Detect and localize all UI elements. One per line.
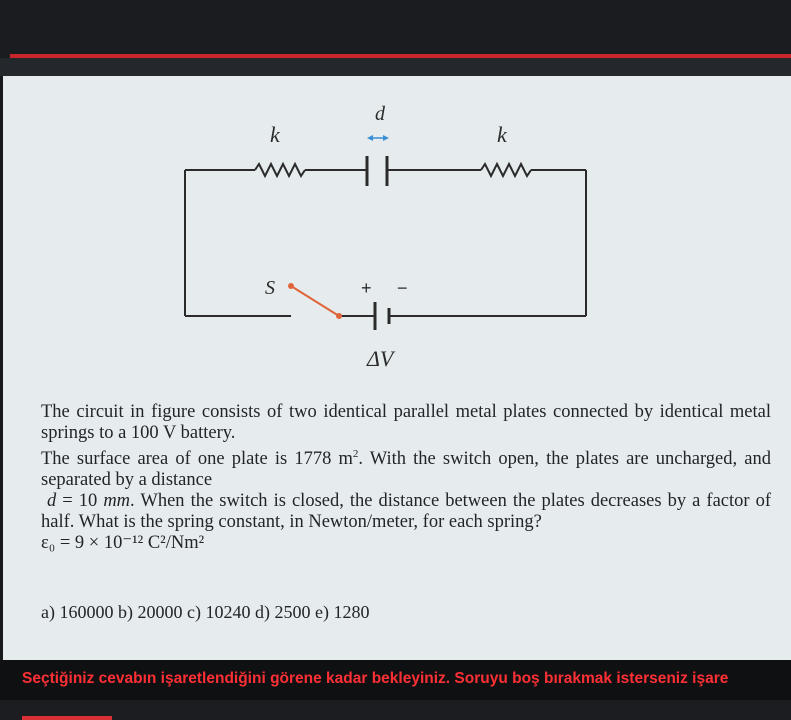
top-bar [0,0,791,58]
question-body: . When the switch is closed, the distance between the plates decreases by a factor of half. What is the spring constant, in Newton/meter, for each spring? [41,491,771,533]
question-card [3,76,791,660]
distance-variable: d [47,491,57,512]
battery-plus-sign: + [361,278,372,298]
bottom-strip [0,700,791,720]
area-text-continued: . With the switch open, the plates are uncharged, and separated by a distance [41,449,771,491]
question-line-1: The circuit in figure consists of two identical parallel metal plates connected by identical metal springs to a 100 V battery. [41,402,771,443]
switch-pivot [336,313,342,319]
question-text [41,402,771,554]
right-spring [481,164,531,176]
gap-label: d [375,103,385,125]
area-exponent: 2 [352,448,359,460]
red-tab-button[interactable] [22,716,112,720]
header-shadow [0,58,791,76]
permittivity-constant: ε₀ = 9 × 10⁻¹² C²/Nm² [41,533,205,554]
footer-message: Seçtiğiniz cevabın işaretlendiğini görene kadar bekleyiniz. Soruyu boş bırakmak isterseniz işare [22,670,729,687]
footer-bar [0,660,791,700]
question-line-2 [41,444,771,491]
left-spring [255,164,305,176]
battery-minus-sign: − [397,278,408,298]
switch-lever [291,286,339,316]
question-line-3 [41,491,771,533]
circuit-diagram [3,76,791,386]
distance-unit: mm [103,491,131,512]
spring-left-label: k [270,122,280,147]
area-text: The surface area of one plate is 1778 m [41,449,353,470]
answer-options: a) 160000 b) 20000 c) 10240 d) 2500 e) 1280 [41,602,370,622]
distance-value: = 10 [56,491,104,512]
battery-voltage-label: ΔV [367,346,394,371]
spring-right-label: k [497,122,507,147]
switch-label: S [265,277,275,299]
gap-arrow-icon [367,135,389,141]
switch-contact [288,283,294,289]
